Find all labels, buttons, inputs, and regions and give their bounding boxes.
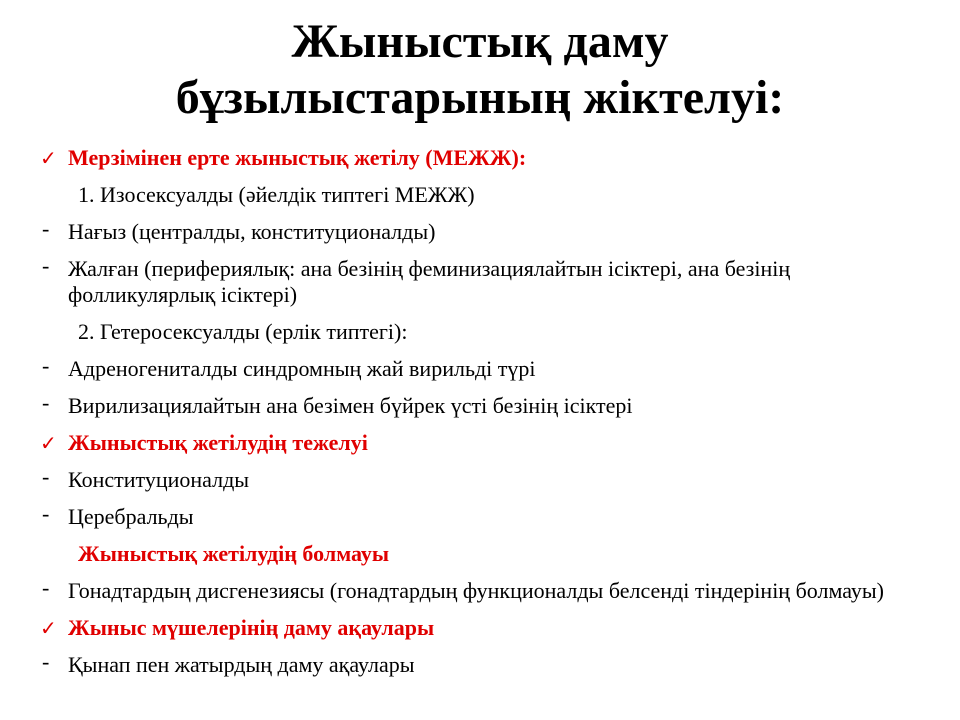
list-item-category	[40, 541, 940, 567]
list-item-text: 1. Изосексуалды (әйелдік типтегі МЕЖЖ)	[78, 182, 475, 207]
checkmark-icon: ✓	[40, 616, 57, 640]
list-item-subheading	[40, 182, 940, 208]
dash-bullet-icon: -	[42, 464, 50, 489]
list-item-text: Жыныстық жетілудің болмауы	[78, 541, 390, 566]
list-item	[40, 353, 940, 382]
slide-title-line-1: Жыныстық даму	[291, 15, 669, 68]
list-item	[40, 253, 940, 308]
list-item-text: Церебральды	[68, 504, 194, 529]
list-item-text: Вирилизациялайтын ана безімен бүйрек үсті безінің ісіктері	[68, 393, 633, 418]
list-item-subheading	[40, 319, 940, 345]
list-item-text: Жыныстық жетілудің тежелуі	[68, 430, 368, 455]
dash-bullet-icon: -	[42, 390, 50, 415]
list-item-text: Конституционалды	[68, 467, 250, 492]
slide-title	[0, 14, 960, 126]
checkmark-icon: ✓	[40, 146, 57, 170]
list-item-text: Гонадтардың дисгенезиясы (гонадтардың функционалды белсенді тіндерінің болмауы)	[68, 578, 884, 603]
dash-bullet-icon: -	[42, 575, 50, 600]
dash-bullet-icon: -	[42, 216, 50, 241]
list-item-text: Мерзімінен ерте жыныстық жетілу (МЕЖЖ):	[68, 145, 527, 170]
list-item-text: Қынап пен жатырдың даму ақаулары	[68, 652, 415, 677]
list-item	[40, 216, 940, 245]
list-item	[40, 390, 940, 419]
dash-bullet-icon: -	[42, 649, 50, 674]
dash-bullet-icon: -	[42, 253, 50, 278]
list-item-category	[40, 430, 940, 456]
list-item	[40, 575, 940, 604]
list-item-text: Жалған (перифериялық: ана безінің феминизациялайтын ісіктері, ана безінің фолликулярлық ісіктері)	[68, 256, 791, 307]
list-item-category	[40, 145, 940, 171]
classification-list	[40, 145, 940, 689]
slide-title-line-2: бұзылыстарының жіктелуі:	[175, 71, 785, 124]
list-item-text: Адреногениталды синдромның жай вирильді түрі	[68, 356, 536, 381]
list-item-category	[40, 615, 940, 641]
dash-bullet-icon: -	[42, 501, 50, 526]
list-item	[40, 649, 940, 678]
checkmark-icon: ✓	[40, 431, 57, 455]
dash-bullet-icon: -	[42, 353, 50, 378]
list-item	[40, 464, 940, 493]
list-item-text: Нағыз (централды, конституционалды)	[68, 219, 436, 244]
list-item	[40, 501, 940, 530]
list-item-text: Жыныс мүшелерінің даму ақаулары	[68, 615, 435, 640]
list-item-text: 2. Гетеросексуалды (ерлік типтегі):	[78, 319, 408, 344]
